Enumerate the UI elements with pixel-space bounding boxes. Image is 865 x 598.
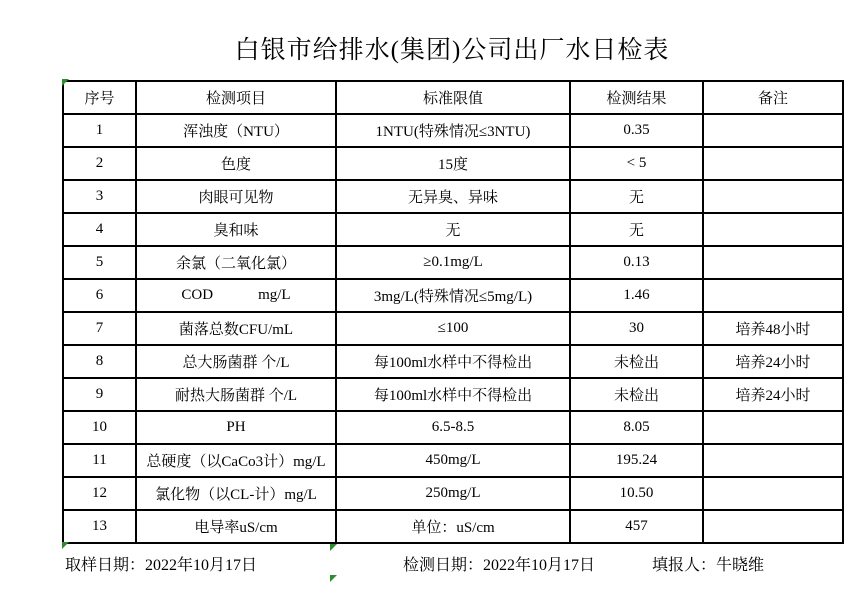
cell-no: 10 (63, 411, 136, 444)
cell-remark (703, 510, 843, 543)
cell-item: 电导率uS/cm (136, 510, 336, 543)
cell-item: 菌落总数CFU/mL (136, 312, 336, 345)
cell-remark (703, 444, 843, 477)
table-body (63, 114, 843, 543)
table-row (63, 444, 843, 477)
col-header-item: 检测项目 (136, 81, 336, 114)
cell-standard: 单位：uS/cm (336, 510, 570, 543)
cell-standard: 无异臭、异味 (336, 180, 570, 213)
cell-result: 1.46 (570, 279, 703, 312)
cell-standard: 1NTU(特殊情况≤3NTU) (336, 114, 570, 147)
green-corner-marker-icon (62, 542, 69, 549)
cell-item: 余氯（二氧化氯） (136, 246, 336, 279)
cell-no: 5 (63, 246, 136, 279)
table-row (63, 213, 843, 246)
cell-remark (703, 246, 843, 279)
cell-remark (703, 213, 843, 246)
cell-result: 8.05 (570, 411, 703, 444)
green-corner-marker-icon (330, 575, 337, 582)
table-row (63, 345, 843, 378)
sample-date-label: 取样日期： (65, 557, 146, 574)
col-header-result: 检测结果 (570, 81, 703, 114)
cell-remark (703, 114, 843, 147)
cell-no: 11 (63, 444, 136, 477)
sample-date-value: 2022年10月17日 (145, 557, 258, 574)
cell-standard: 15度 (336, 147, 570, 180)
cell-item: 总硬度（以CaCo3计）mg/L (136, 444, 336, 477)
col-header-standard: 标准限值 (336, 81, 570, 114)
cell-no: 3 (63, 180, 136, 213)
cell-remark (703, 180, 843, 213)
cell-result: 30 (570, 312, 703, 345)
cell-item: 氯化物（以CL-计）mg/L (136, 477, 336, 510)
cell-no: 4 (63, 213, 136, 246)
cell-item: 浑浊度（NTU） (136, 114, 336, 147)
table-row (63, 411, 843, 444)
cell-no: 1 (63, 114, 136, 147)
cell-item: 肉眼可见物 (136, 180, 336, 213)
table-row (63, 147, 843, 180)
cell-item: 色度 (136, 147, 336, 180)
cell-item: PH (136, 411, 336, 444)
table-row (63, 312, 843, 345)
cell-item: 耐热大肠菌群 个/L (136, 378, 336, 411)
cell-remark (703, 477, 843, 510)
cell-remark (703, 279, 843, 312)
cell-remark: 培养24小时 (703, 345, 843, 378)
cell-standard: 每100ml水样中不得检出 (336, 345, 570, 378)
table-row (63, 477, 843, 510)
table-row (63, 378, 843, 411)
cell-standard: 250mg/L (336, 477, 570, 510)
cell-result: 未检出 (570, 378, 703, 411)
cell-result: 0.35 (570, 114, 703, 147)
cell-no: 12 (63, 477, 136, 510)
green-corner-marker-icon (330, 544, 337, 551)
cell-item: 总大肠菌群 个/L (136, 345, 336, 378)
cell-result: 无 (570, 180, 703, 213)
cell-result: 457 (570, 510, 703, 543)
cell-no: 9 (63, 378, 136, 411)
cell-item: COD mg/L (136, 279, 336, 312)
reporter (652, 552, 764, 575)
cell-result: 10.50 (570, 477, 703, 510)
test-date-label: 检测日期： (403, 557, 484, 574)
daily-inspection-table (62, 80, 844, 544)
cell-remark (703, 411, 843, 444)
col-header-no: 序号 (63, 81, 136, 114)
cell-standard: 3mg/L(特殊情况≤5mg/L) (336, 279, 570, 312)
table-row (63, 246, 843, 279)
sample-date (65, 552, 257, 575)
reporter-label: 填报人： (652, 557, 717, 574)
table-row (63, 510, 843, 543)
test-date-value: 2022年10月17日 (483, 557, 596, 574)
cell-remark: 培养48小时 (703, 312, 843, 345)
cell-result: 未检出 (570, 345, 703, 378)
cell-standard: 6.5-8.5 (336, 411, 570, 444)
cell-result: 无 (570, 213, 703, 246)
cell-standard: 每100ml水样中不得检出 (336, 378, 570, 411)
table-row (63, 180, 843, 213)
test-date (403, 552, 595, 575)
cell-standard: ≤100 (336, 312, 570, 345)
cell-no: 7 (63, 312, 136, 345)
cell-no: 2 (63, 147, 136, 180)
cell-remark (703, 147, 843, 180)
cell-standard: 450mg/L (336, 444, 570, 477)
cell-item: 臭和味 (136, 213, 336, 246)
cell-no: 8 (63, 345, 136, 378)
cell-standard: 无 (336, 213, 570, 246)
reporter-value: 牛晓维 (716, 557, 765, 574)
col-header-remark: 备注 (703, 81, 843, 114)
cell-standard: ≥0.1mg/L (336, 246, 570, 279)
cell-no: 6 (63, 279, 136, 312)
table-row (63, 114, 843, 147)
table-row (63, 279, 843, 312)
cell-result: 195.24 (570, 444, 703, 477)
table-header-row (63, 81, 843, 114)
page-title: 白银市给排水(集团)公司出厂水日检表 (234, 37, 670, 64)
cell-remark: 培养24小时 (703, 378, 843, 411)
cell-no: 13 (63, 510, 136, 543)
cell-result: 0.13 (570, 246, 703, 279)
cell-result: < 5 (570, 147, 703, 180)
